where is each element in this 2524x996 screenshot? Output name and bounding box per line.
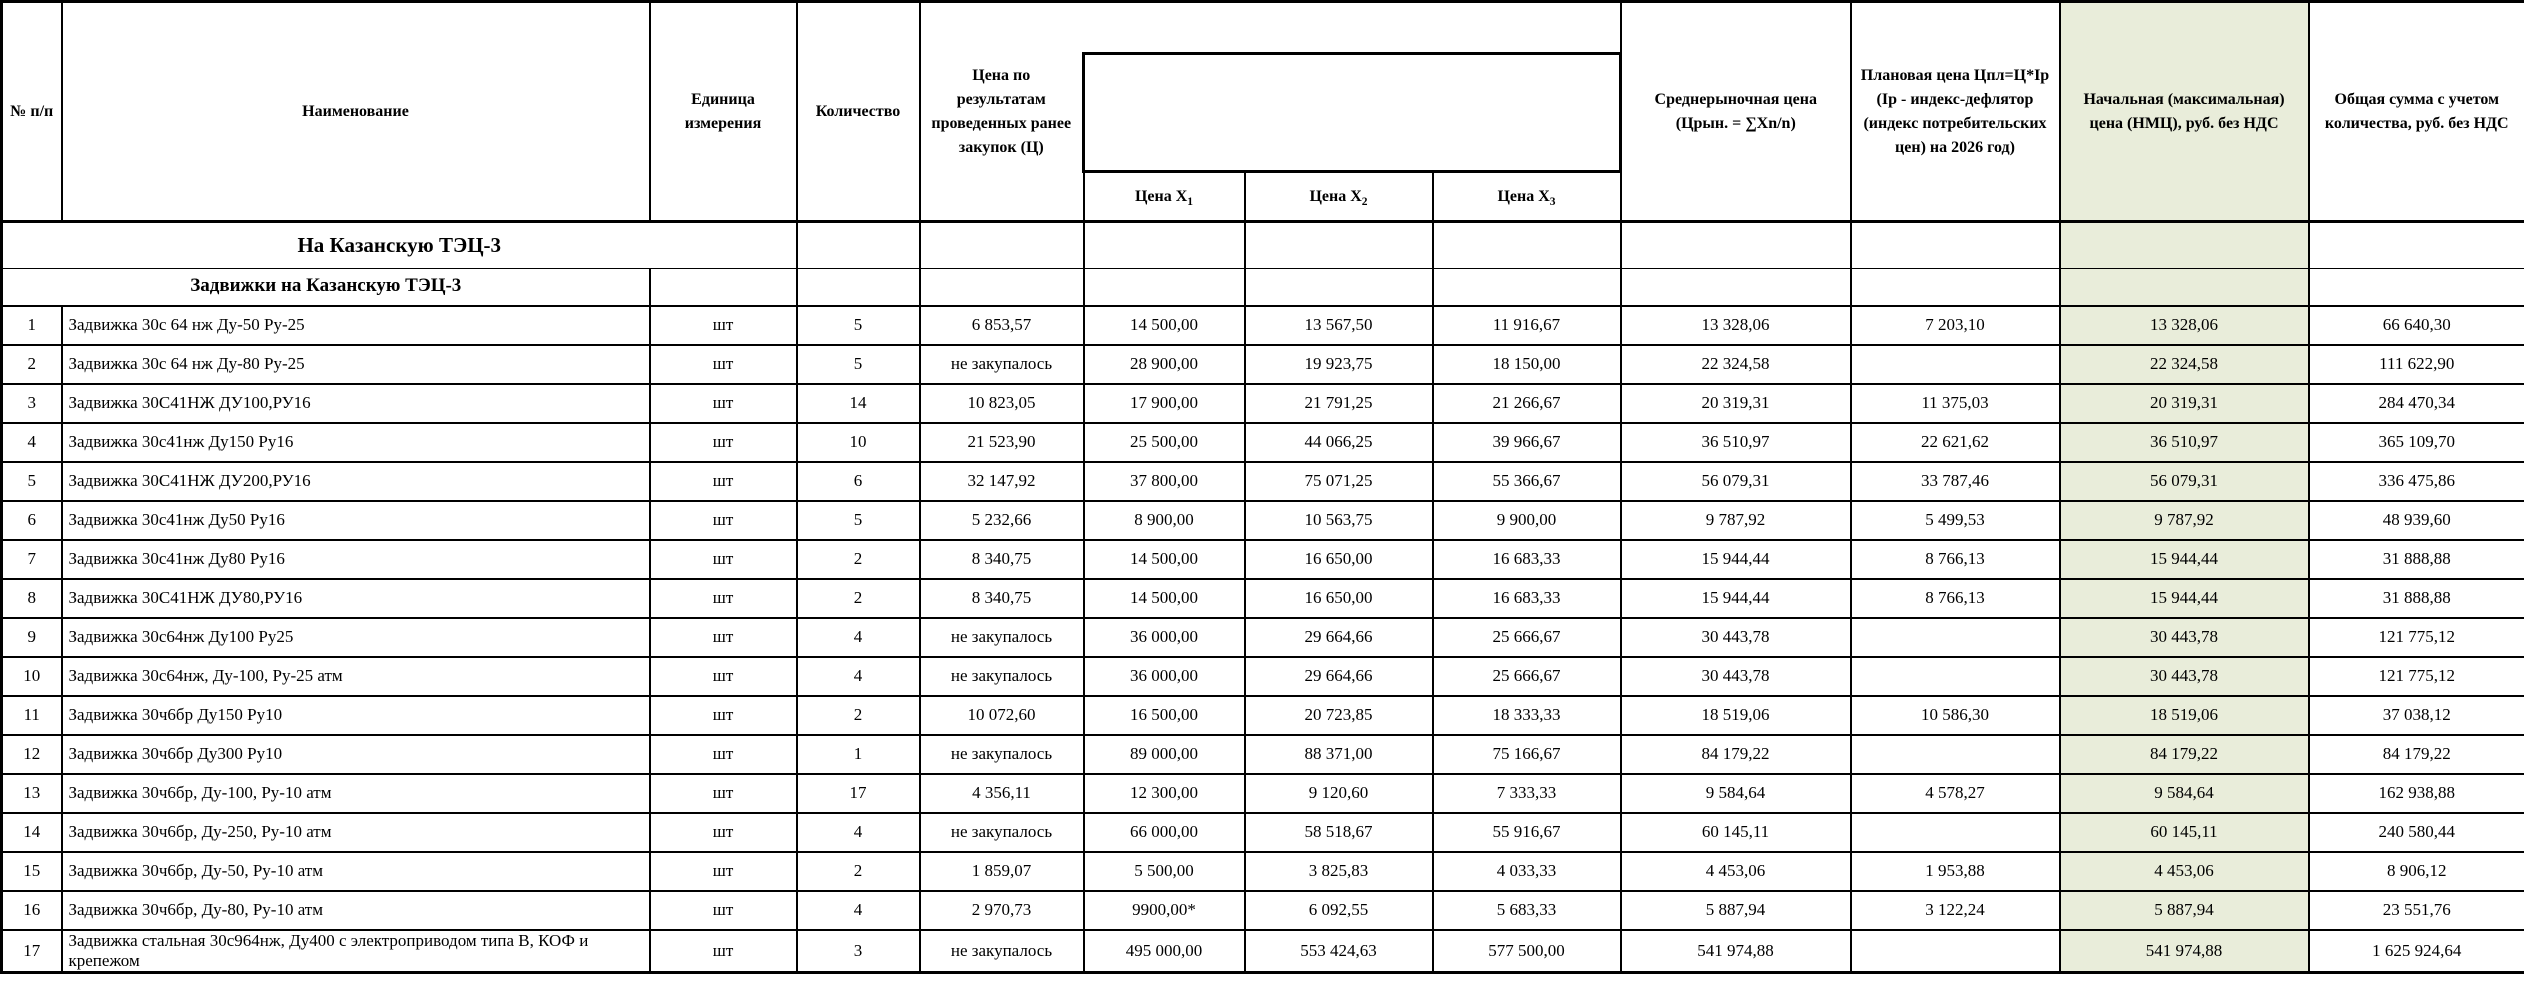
cell-nmc-price: 20 319,31 [2060, 384, 2309, 423]
cell-quantity: 4 [797, 891, 920, 930]
cell-previous-price: 10 823,05 [920, 384, 1084, 423]
col-header-average-market-price: Среднерыночная цена (Црын. = ∑Xn/n) [1621, 2, 1851, 222]
cell-average-market-price: 15 944,44 [1621, 540, 1851, 579]
cell-price-x3: 75 166,67 [1433, 735, 1621, 774]
cell-item-name: Задвижка 30С41НЖ ДУ200,РУ16 [62, 462, 650, 501]
cell-unit: шт [650, 774, 797, 813]
cell-total-sum: 31 888,88 [2309, 540, 2524, 579]
cell-row-number: 13 [2, 774, 62, 813]
cell-previous-price: не закупалось [920, 657, 1084, 696]
cell-planned-price: 1 953,88 [1851, 852, 2060, 891]
cell-average-market-price: 60 145,11 [1621, 813, 1851, 852]
col-header-price-x1 [1084, 172, 1245, 222]
table-row [2, 735, 2524, 774]
cell-planned-price [1851, 657, 2060, 696]
price-x2-label: Цена X [1309, 187, 1362, 205]
cell-unit: шт [650, 852, 797, 891]
cell-item-name: Задвижка 30с64нж Ду100 Ру25 [62, 618, 650, 657]
cell-price-x3: 5 683,33 [1433, 891, 1621, 930]
empty-cell [1084, 269, 1245, 306]
price-x2-subscript: 2 [1361, 195, 1368, 208]
col-header-price-x3 [1433, 172, 1621, 222]
cell-previous-price: 4 356,11 [920, 774, 1084, 813]
cell-total-sum: 84 179,22 [2309, 735, 2524, 774]
cell-unit: шт [650, 813, 797, 852]
header-blank-strip [1084, 2, 1621, 54]
cell-nmc-price: 13 328,06 [2060, 306, 2309, 345]
cell-total-sum: 121 775,12 [2309, 618, 2524, 657]
col-header-name: Наименование [62, 2, 650, 222]
cell-average-market-price: 9 584,64 [1621, 774, 1851, 813]
cell-planned-price: 8 766,13 [1851, 579, 2060, 618]
cell-previous-price: 10 072,60 [920, 696, 1084, 735]
cell-price-x1: 495 000,00 [1084, 930, 1245, 973]
cell-planned-price [1851, 930, 2060, 973]
cell-price-x3: 18 150,00 [1433, 345, 1621, 384]
cell-price-x3: 55 366,67 [1433, 462, 1621, 501]
cell-item-name: Задвижка 30с41нж Ду50 Ру16 [62, 501, 650, 540]
cell-quantity: 5 [797, 306, 920, 345]
cell-price-x3: 21 266,67 [1433, 384, 1621, 423]
cell-average-market-price: 541 974,88 [1621, 930, 1851, 973]
cell-nmc-price: 18 519,06 [2060, 696, 2309, 735]
cell-total-sum: 365 109,70 [2309, 423, 2524, 462]
cell-price-x3: 25 666,67 [1433, 618, 1621, 657]
cell-previous-price: 6 853,57 [920, 306, 1084, 345]
cell-price-x1: 17 900,00 [1084, 384, 1245, 423]
cell-price-x1: 25 500,00 [1084, 423, 1245, 462]
cell-unit: шт [650, 540, 797, 579]
cell-quantity: 2 [797, 696, 920, 735]
table-row [2, 384, 2524, 423]
empty-cell [1621, 269, 1851, 306]
cell-total-sum: 240 580,44 [2309, 813, 2524, 852]
empty-cell [920, 269, 1084, 306]
cell-price-x2: 3 825,83 [1245, 852, 1433, 891]
cell-price-x2: 16 650,00 [1245, 540, 1433, 579]
cell-planned-price [1851, 345, 2060, 384]
cell-total-sum: 23 551,76 [2309, 891, 2524, 930]
table-row [2, 579, 2524, 618]
empty-cell [920, 222, 1084, 269]
section-title-plant: На Казанскую ТЭЦ-3 [2, 222, 797, 269]
cell-nmc-price: 541 974,88 [2060, 930, 2309, 973]
cell-unit: шт [650, 735, 797, 774]
cell-row-number: 5 [2, 462, 62, 501]
empty-cell [1433, 269, 1621, 306]
cell-total-sum: 31 888,88 [2309, 579, 2524, 618]
cell-planned-price: 7 203,10 [1851, 306, 2060, 345]
col-header-unit: Единица измерения [650, 2, 797, 222]
table-header [2, 2, 2524, 222]
cell-row-number: 8 [2, 579, 62, 618]
cell-price-x2: 29 664,66 [1245, 618, 1433, 657]
cell-price-x3: 11 916,67 [1433, 306, 1621, 345]
cell-quantity: 2 [797, 852, 920, 891]
cell-price-x2: 553 424,63 [1245, 930, 1433, 973]
cell-planned-price: 11 375,03 [1851, 384, 2060, 423]
cell-unit: шт [650, 384, 797, 423]
cell-average-market-price: 84 179,22 [1621, 735, 1851, 774]
section-row-valves-group [2, 269, 2524, 306]
cell-price-x3: 9 900,00 [1433, 501, 1621, 540]
cell-previous-price: 32 147,92 [920, 462, 1084, 501]
table-row [2, 345, 2524, 384]
cell-quantity: 1 [797, 735, 920, 774]
cell-price-x1: 14 500,00 [1084, 306, 1245, 345]
cell-item-name: Задвижка 30с41нж Ду80 Ру16 [62, 540, 650, 579]
cell-quantity: 4 [797, 657, 920, 696]
cell-item-name: Задвижка 30ч6бр, Ду-250, Ру-10 атм [62, 813, 650, 852]
cell-item-name: Задвижка стальная 30с964нж, Ду400 с электроприводом типа В, КОФ и крепежом [62, 930, 650, 973]
cell-row-number: 16 [2, 891, 62, 930]
cell-row-number: 15 [2, 852, 62, 891]
col-header-price-x2 [1245, 172, 1433, 222]
cell-item-name: Задвижка 30с 64 нж Ду-50 Ру-25 [62, 306, 650, 345]
cell-item-name: Задвижка 30с 64 нж Ду-80 Ру-25 [62, 345, 650, 384]
table-row [2, 306, 2524, 345]
cell-planned-price: 5 499,53 [1851, 501, 2060, 540]
cell-price-x1: 28 900,00 [1084, 345, 1245, 384]
empty-cell [1084, 222, 1245, 269]
cell-previous-price: не закупалось [920, 813, 1084, 852]
cell-price-x3: 16 683,33 [1433, 540, 1621, 579]
col-header-quantity: Количество [797, 2, 920, 222]
cell-quantity: 3 [797, 930, 920, 973]
cell-planned-price: 10 586,30 [1851, 696, 2060, 735]
cell-row-number: 1 [2, 306, 62, 345]
cell-unit: шт [650, 891, 797, 930]
section-row-plant [2, 222, 2524, 269]
cell-unit: шт [650, 501, 797, 540]
cell-item-name: Задвижка 30с41нж Ду150 Ру16 [62, 423, 650, 462]
col-header-total-sum: Общая сумма с учетом количества, руб. без НДС [2309, 2, 2524, 222]
cell-nmc-price: 15 944,44 [2060, 540, 2309, 579]
cell-previous-price: не закупалось [920, 618, 1084, 657]
cell-price-x2: 20 723,85 [1245, 696, 1433, 735]
empty-cell [1851, 222, 2060, 269]
cell-price-x3: 55 916,67 [1433, 813, 1621, 852]
cell-nmc-price: 9 584,64 [2060, 774, 2309, 813]
cell-nmc-price: 84 179,22 [2060, 735, 2309, 774]
cell-price-x1: 14 500,00 [1084, 540, 1245, 579]
cell-nmc-price: 30 443,78 [2060, 618, 2309, 657]
empty-cell-nmc [2060, 222, 2309, 269]
price-x-group-cell [1084, 54, 1621, 172]
col-header-nmc-price: Начальная (максимальная) цена (НМЦ), руб. без НДС [2060, 2, 2309, 222]
cell-quantity: 2 [797, 540, 920, 579]
cell-quantity: 17 [797, 774, 920, 813]
cell-nmc-price: 60 145,11 [2060, 813, 2309, 852]
cell-quantity: 5 [797, 345, 920, 384]
cell-average-market-price: 15 944,44 [1621, 579, 1851, 618]
cell-planned-price [1851, 813, 2060, 852]
cell-price-x1: 36 000,00 [1084, 618, 1245, 657]
cell-price-x2: 13 567,50 [1245, 306, 1433, 345]
cell-row-number: 14 [2, 813, 62, 852]
cell-row-number: 7 [2, 540, 62, 579]
cell-unit: шт [650, 345, 797, 384]
cell-price-x1: 89 000,00 [1084, 735, 1245, 774]
cell-average-market-price: 13 328,06 [1621, 306, 1851, 345]
cell-previous-price: 2 970,73 [920, 891, 1084, 930]
table-row [2, 618, 2524, 657]
table-body [2, 222, 2524, 973]
cell-previous-price: 21 523,90 [920, 423, 1084, 462]
cell-nmc-price: 22 324,58 [2060, 345, 2309, 384]
col-header-previous-price: Цена по результатам проведенных ранее закупок (Ц) [920, 2, 1084, 222]
cell-quantity: 6 [797, 462, 920, 501]
cell-price-x2: 58 518,67 [1245, 813, 1433, 852]
cell-average-market-price: 18 519,06 [1621, 696, 1851, 735]
cell-unit: шт [650, 306, 797, 345]
cell-item-name: Задвижка 30с64нж, Ду-100, Ру-25 атм [62, 657, 650, 696]
cell-quantity: 14 [797, 384, 920, 423]
empty-cell [1621, 222, 1851, 269]
cell-planned-price: 33 787,46 [1851, 462, 2060, 501]
table-row [2, 813, 2524, 852]
cell-average-market-price: 22 324,58 [1621, 345, 1851, 384]
cell-total-sum: 8 906,12 [2309, 852, 2524, 891]
table-row [2, 657, 2524, 696]
cell-planned-price: 4 578,27 [1851, 774, 2060, 813]
cell-price-x1: 14 500,00 [1084, 579, 1245, 618]
empty-cell [650, 269, 797, 306]
cell-previous-price: 5 232,66 [920, 501, 1084, 540]
cell-total-sum: 66 640,30 [2309, 306, 2524, 345]
cell-price-x2: 10 563,75 [1245, 501, 1433, 540]
price-x1-subscript: 1 [1187, 195, 1194, 208]
cell-total-sum: 121 775,12 [2309, 657, 2524, 696]
cell-row-number: 2 [2, 345, 62, 384]
cell-row-number: 3 [2, 384, 62, 423]
empty-cell [1433, 222, 1621, 269]
empty-cell [797, 222, 920, 269]
cell-quantity: 5 [797, 501, 920, 540]
cell-nmc-price: 9 787,92 [2060, 501, 2309, 540]
cell-total-sum: 1 625 924,64 [2309, 930, 2524, 973]
cell-price-x2: 16 650,00 [1245, 579, 1433, 618]
cell-item-name: Задвижка 30ч6бр Ду150 Ру10 [62, 696, 650, 735]
cell-item-name: Задвижка 30С41НЖ ДУ80,РУ16 [62, 579, 650, 618]
col-header-planned-price: Плановая цена Цпл=Ц*Ip (Ip - индекс-дефлятор (индекс потребительских цен) на 2026 год) [1851, 2, 2060, 222]
cell-unit: шт [650, 462, 797, 501]
cell-unit: шт [650, 423, 797, 462]
cell-previous-price: 1 859,07 [920, 852, 1084, 891]
price-x3-subscript: 3 [1549, 195, 1556, 208]
cell-unit: шт [650, 579, 797, 618]
cell-planned-price: 8 766,13 [1851, 540, 2060, 579]
cell-nmc-price: 5 887,94 [2060, 891, 2309, 930]
empty-cell [1245, 222, 1433, 269]
cell-quantity: 4 [797, 813, 920, 852]
cell-price-x2: 19 923,75 [1245, 345, 1433, 384]
cell-price-x3: 18 333,33 [1433, 696, 1621, 735]
cell-price-x2: 21 791,25 [1245, 384, 1433, 423]
cell-price-x1: 12 300,00 [1084, 774, 1245, 813]
cell-average-market-price: 30 443,78 [1621, 618, 1851, 657]
cell-unit: шт [650, 657, 797, 696]
cell-previous-price: не закупалось [920, 930, 1084, 973]
cell-nmc-price: 15 944,44 [2060, 579, 2309, 618]
cell-row-number: 12 [2, 735, 62, 774]
table-row [2, 774, 2524, 813]
cell-planned-price: 3 122,24 [1851, 891, 2060, 930]
cell-nmc-price: 30 443,78 [2060, 657, 2309, 696]
cell-price-x3: 16 683,33 [1433, 579, 1621, 618]
cell-price-x2: 88 371,00 [1245, 735, 1433, 774]
cell-price-x2: 44 066,25 [1245, 423, 1433, 462]
cell-nmc-price: 4 453,06 [2060, 852, 2309, 891]
cell-price-x1: 37 800,00 [1084, 462, 1245, 501]
empty-cell-nmc [2060, 269, 2309, 306]
table-row [2, 930, 2524, 973]
cell-average-market-price: 30 443,78 [1621, 657, 1851, 696]
cell-price-x1: 5 500,00 [1084, 852, 1245, 891]
cell-item-name: Задвижка 30ч6бр, Ду-50, Ру-10 атм [62, 852, 650, 891]
cell-price-x1: 36 000,00 [1084, 657, 1245, 696]
cell-price-x1: 16 500,00 [1084, 696, 1245, 735]
cell-item-name: Задвижка 30ч6бр, Ду-100, Ру-10 атм [62, 774, 650, 813]
col-header-row-number: № п/п [2, 2, 62, 222]
cell-total-sum: 284 470,34 [2309, 384, 2524, 423]
cell-planned-price [1851, 735, 2060, 774]
cell-price-x1: 66 000,00 [1084, 813, 1245, 852]
cell-planned-price: 22 621,62 [1851, 423, 2060, 462]
cell-total-sum: 336 475,86 [2309, 462, 2524, 501]
cell-nmc-price: 36 510,97 [2060, 423, 2309, 462]
cell-row-number: 10 [2, 657, 62, 696]
cell-price-x3: 7 333,33 [1433, 774, 1621, 813]
empty-cell [1851, 269, 2060, 306]
cell-quantity: 2 [797, 579, 920, 618]
cell-row-number: 9 [2, 618, 62, 657]
cell-previous-price: 8 340,75 [920, 579, 1084, 618]
price-x1-label: Цена X [1134, 187, 1188, 205]
cell-total-sum: 111 622,90 [2309, 345, 2524, 384]
table-row [2, 852, 2524, 891]
cell-item-name: Задвижка 30ч6бр Ду300 Ру10 [62, 735, 650, 774]
cell-row-number: 11 [2, 696, 62, 735]
cell-row-number: 4 [2, 423, 62, 462]
cell-planned-price [1851, 618, 2060, 657]
cell-price-x2: 6 092,55 [1245, 891, 1433, 930]
cell-average-market-price: 36 510,97 [1621, 423, 1851, 462]
empty-cell [797, 269, 920, 306]
cell-price-x3: 577 500,00 [1433, 930, 1621, 973]
cell-total-sum: 37 038,12 [2309, 696, 2524, 735]
cell-average-market-price: 4 453,06 [1621, 852, 1851, 891]
cell-row-number: 17 [2, 930, 62, 973]
cell-unit: шт [650, 618, 797, 657]
table-row [2, 696, 2524, 735]
cell-quantity: 10 [797, 423, 920, 462]
cell-previous-price: не закупалось [920, 735, 1084, 774]
table-row [2, 540, 2524, 579]
cell-item-name: Задвижка 30С41НЖ ДУ100,РУ16 [62, 384, 650, 423]
cell-unit: шт [650, 696, 797, 735]
cell-item-name: Задвижка 30ч6бр, Ду-80, Ру-10 атм [62, 891, 650, 930]
cell-price-x2: 29 664,66 [1245, 657, 1433, 696]
empty-cell [1245, 269, 1433, 306]
cell-price-x3: 4 033,33 [1433, 852, 1621, 891]
cell-average-market-price: 5 887,94 [1621, 891, 1851, 930]
cell-price-x3: 25 666,67 [1433, 657, 1621, 696]
table-row [2, 462, 2524, 501]
cell-nmc-price: 56 079,31 [2060, 462, 2309, 501]
cell-price-x1: 8 900,00 [1084, 501, 1245, 540]
table-row [2, 891, 2524, 930]
cell-unit: шт [650, 930, 797, 973]
cell-quantity: 4 [797, 618, 920, 657]
cell-price-x2: 75 071,25 [1245, 462, 1433, 501]
table-row [2, 423, 2524, 462]
price-x3-label: Цена X [1497, 187, 1550, 205]
section-title-valves-group: Задвижки на Казанскую ТЭЦ-3 [2, 269, 650, 306]
cell-price-x3: 39 966,67 [1433, 423, 1621, 462]
cell-previous-price: не закупалось [920, 345, 1084, 384]
empty-cell [2309, 222, 2524, 269]
cell-average-market-price: 9 787,92 [1621, 501, 1851, 540]
cell-price-x1: 9900,00* [1084, 891, 1245, 930]
cell-previous-price: 8 340,75 [920, 540, 1084, 579]
cell-price-x2: 9 120,60 [1245, 774, 1433, 813]
cell-total-sum: 48 939,60 [2309, 501, 2524, 540]
cell-row-number: 6 [2, 501, 62, 540]
cell-average-market-price: 20 319,31 [1621, 384, 1851, 423]
cell-average-market-price: 56 079,31 [1621, 462, 1851, 501]
table-row [2, 501, 2524, 540]
cell-total-sum: 162 938,88 [2309, 774, 2524, 813]
empty-cell [2309, 269, 2524, 306]
